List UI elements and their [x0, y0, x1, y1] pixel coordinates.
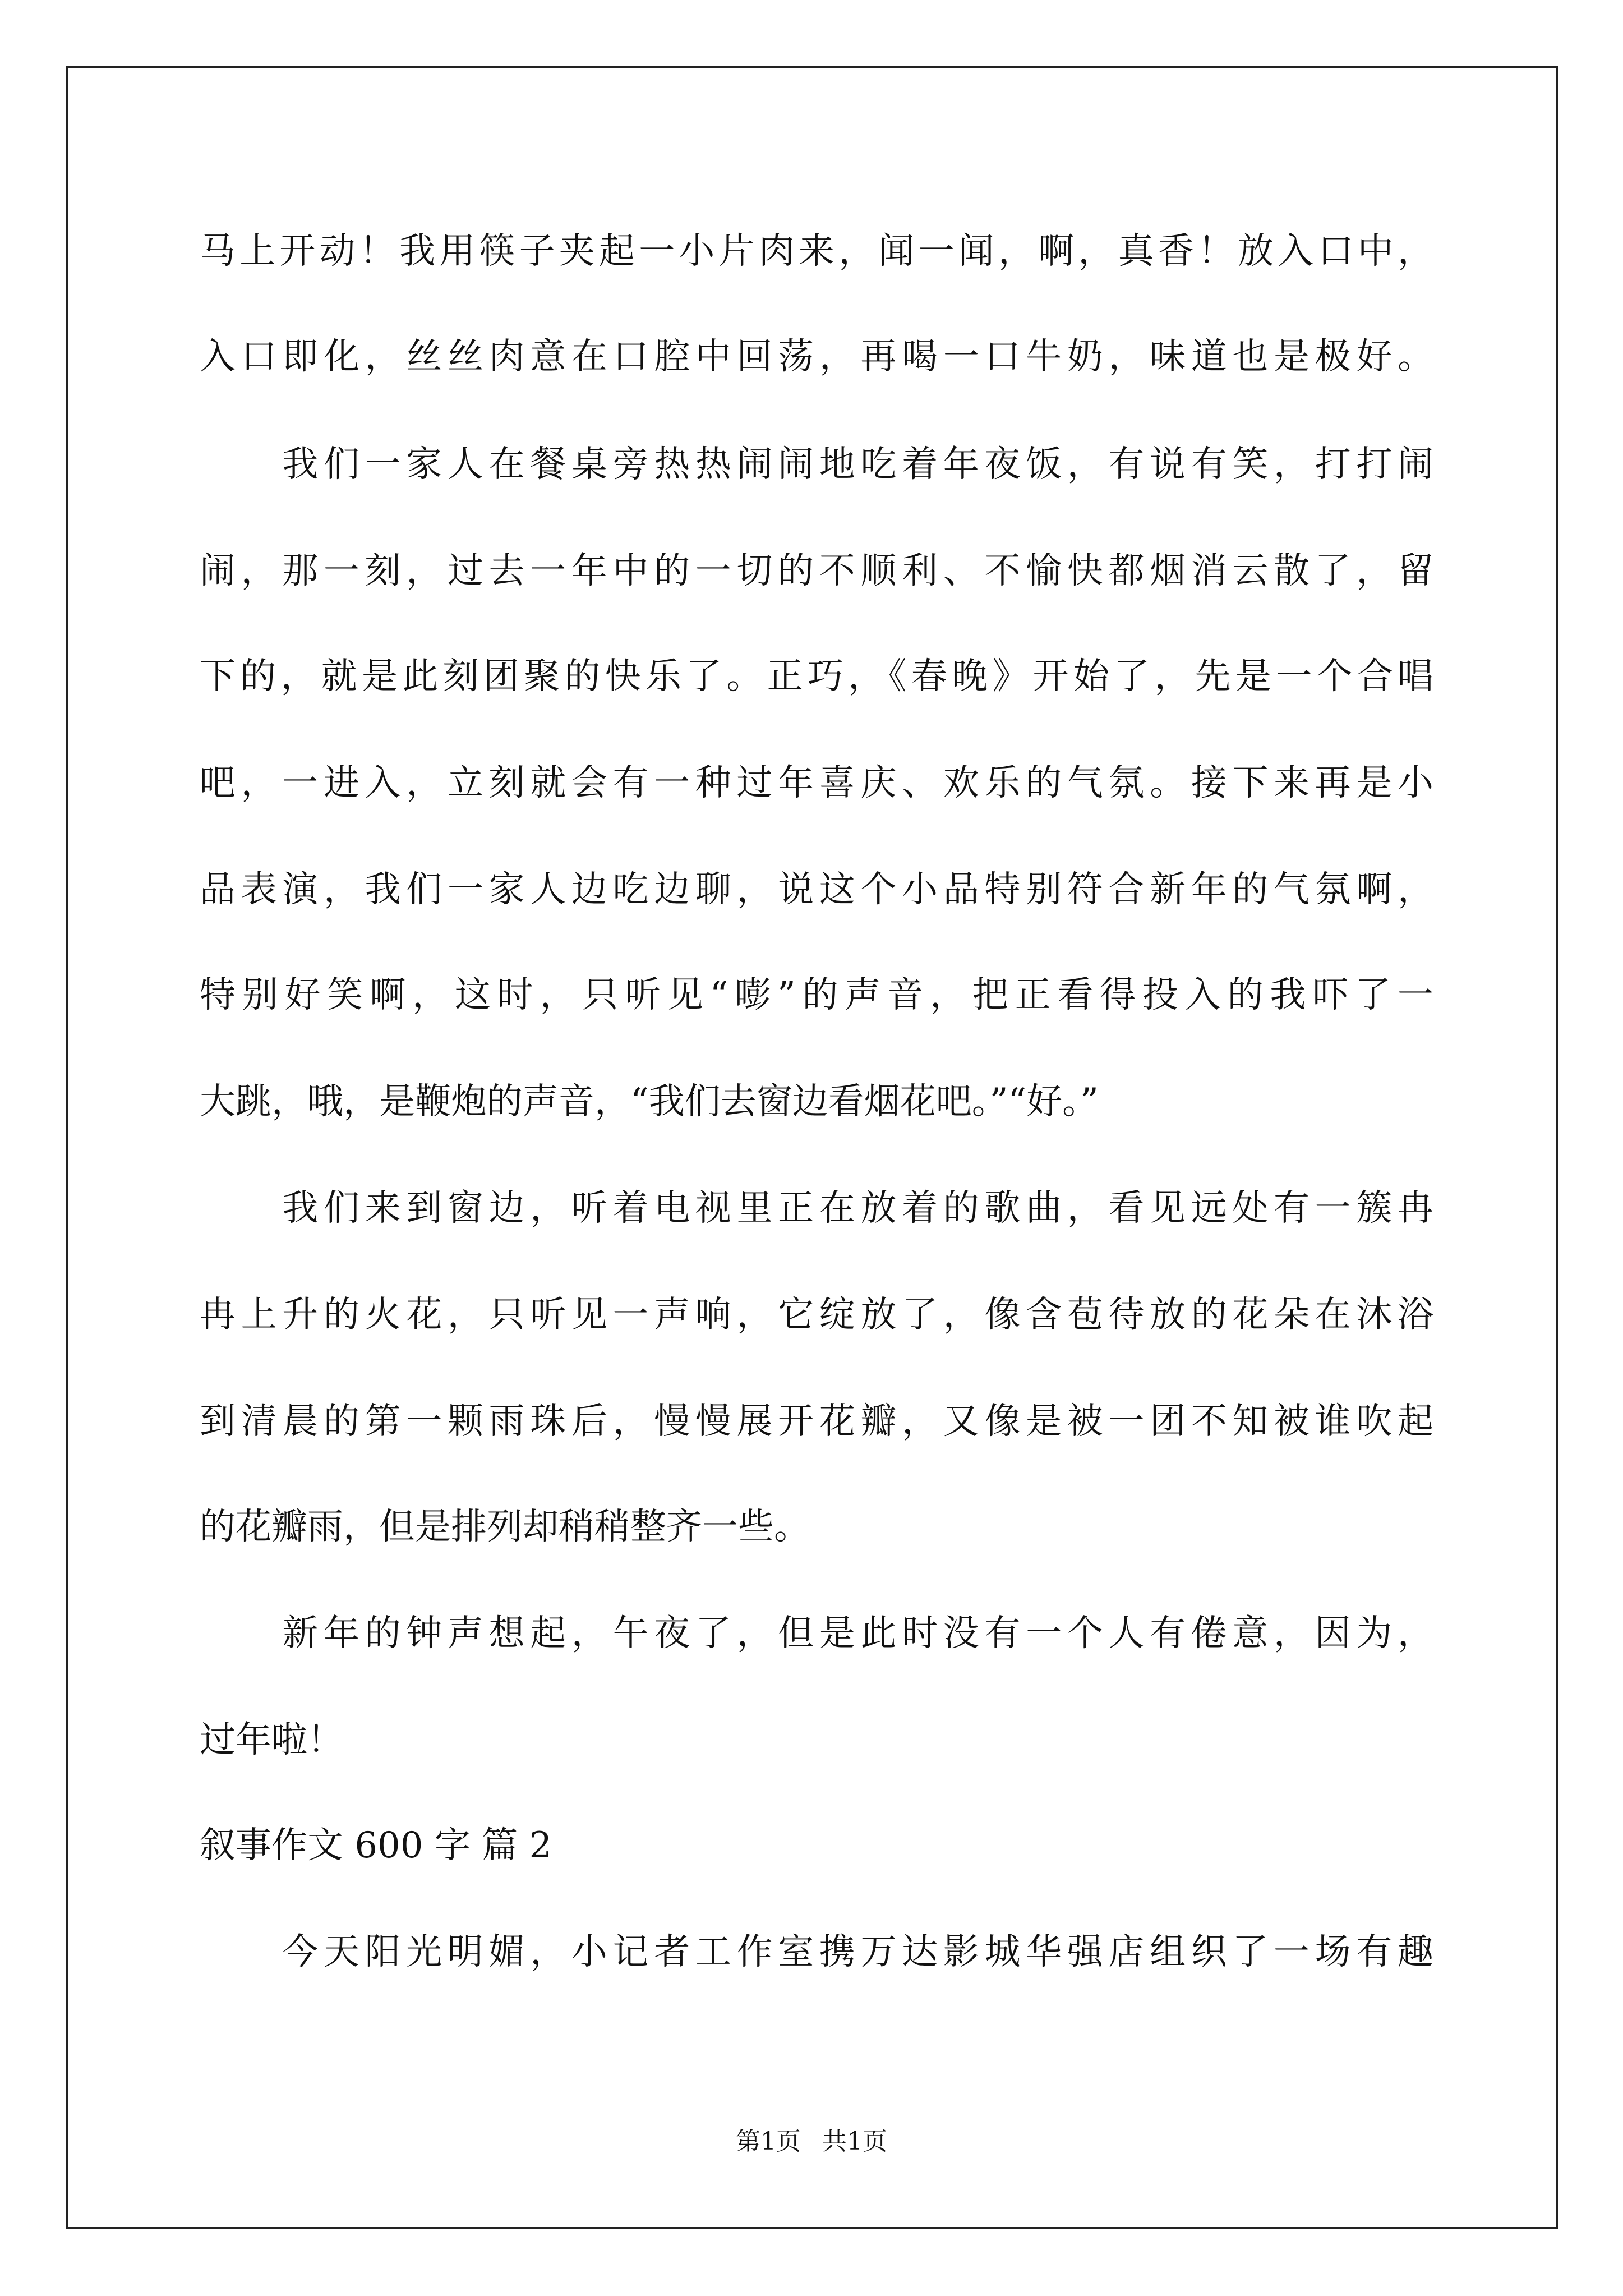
text-line: 吧，一进入，立刻就会有一种过年喜庆、欢乐的气氛。接下来再是小	[200, 762, 1433, 804]
text-line: 新年的钟声想起，午夜了，但是此时没有一个人有倦意，因为，	[200, 1613, 1433, 1654]
text-line: 的花瓣雨，但是排列却稍稍整齐一些。	[200, 1506, 810, 1548]
text-line: 大跳，哦，是鞭炮的声音，“我们去窗边看烟花吧。”“好。”	[200, 1081, 1099, 1122]
text-line: 过年啦！	[200, 1719, 343, 1761]
text-line: 今天阳光明媚，小记者工作室携万达影城华强店组织了一场有趣	[200, 1931, 1433, 1973]
text-line: 品表演，我们一家人边吃边聊，说这个小品特别符合新年的气氛啊，	[200, 869, 1433, 910]
text-line: 闹，那一刻，过去一年中的一切的不顺利、不愉快都烟消云散了，留	[200, 550, 1433, 592]
text-line: 到清晨的第一颗雨珠后，慢慢展开花瓣，又像是被一团不知被谁吹起	[200, 1401, 1433, 1442]
text-line: 马上开动！我用筷子夹起一小片肉来，闻一闻，啊，真香！放入口中，	[200, 231, 1433, 272]
page-total: 共1页	[822, 2127, 887, 2156]
section-heading: 叙事作文 600 字 篇 2	[200, 1825, 552, 1866]
text-line: 特别好笑啊，这时，只听见“嘭”的声音，把正看得投入的我吓了一	[200, 974, 1433, 1016]
text-line: 我们来到窗边，听着电视里正在放着的歌曲，看见远处有一簇冉	[200, 1188, 1433, 1229]
text-line: 冉上升的火花，只听见一声响，它绽放了，像含苞待放的花朵在沐浴	[200, 1294, 1433, 1336]
page-border	[66, 66, 1558, 2229]
page-footer	[0, 2126, 1623, 2157]
page-number: 第1页	[736, 2127, 801, 2156]
text-line: 下的，就是此刻团聚的快乐了。正巧，《春晚》开始了，先是一个合唱	[200, 656, 1433, 697]
text-line: 入口即化，丝丝肉意在口腔中回荡，再喝一口牛奶，味道也是极好。	[200, 336, 1433, 378]
text-line: 我们一家人在餐桌旁热热闹闹地吃着年夜饭，有说有笑，打打闹	[200, 444, 1433, 485]
